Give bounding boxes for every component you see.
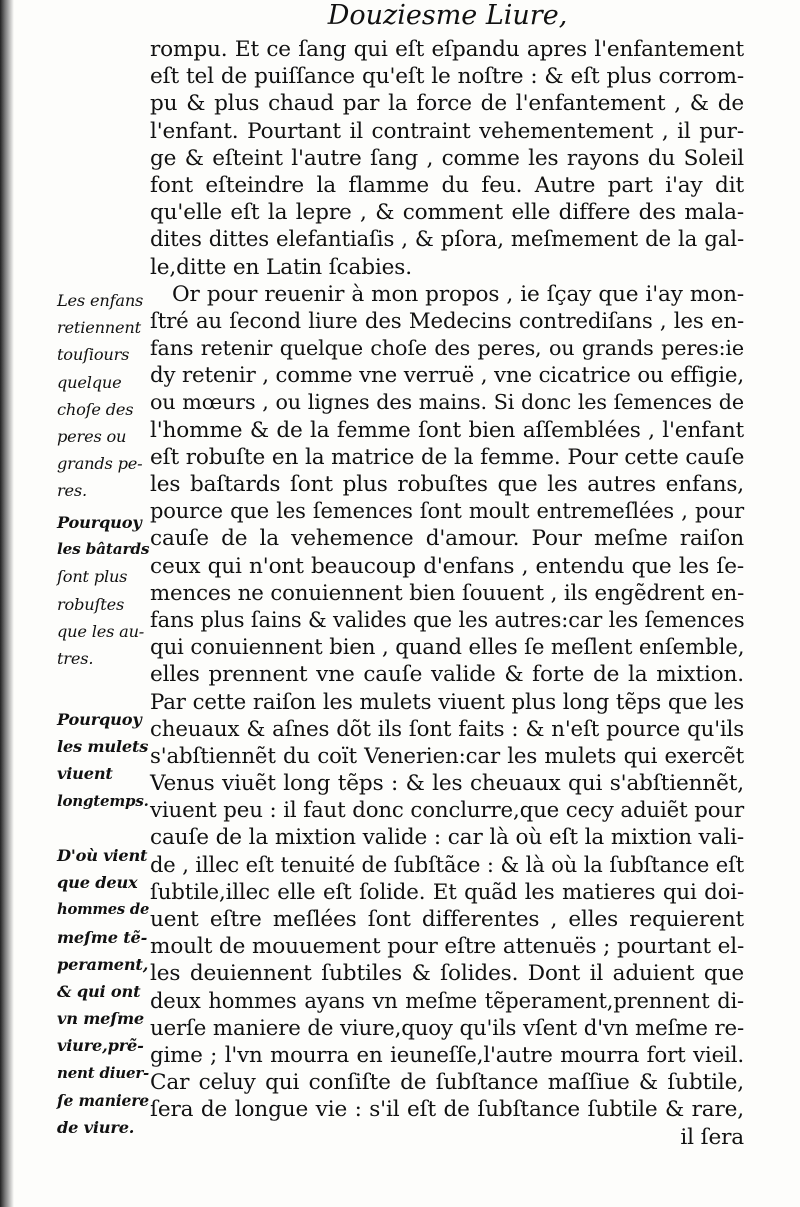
margin-note-line: viuent — [57, 764, 113, 784]
text-line: de , illec eſt tenuité de ſubſtãce : & là où la ſubſtance eſt — [150, 852, 744, 877]
margin-note-line: quelque — [57, 372, 122, 392]
margin-note-line: res. — [57, 481, 87, 501]
text-line: dy retenir , comme vne verruë , vne cicatrice ou effigie, — [150, 363, 744, 389]
margin-note-line: nent diuer- — [57, 1063, 150, 1082]
text-line: s'abſtiennẽt du coït Venerien:car les mulets qui exercẽt — [150, 743, 744, 769]
margin-note-line: viure,prẽ- — [57, 1036, 144, 1056]
margin-note-enfans — [57, 287, 149, 505]
text-line: elles prennent vne cauſe valide & forte de la mixtion. — [150, 662, 744, 688]
text-line: cheuaux & aſnes dõt ils ſont faits : & n'eſt pource qu'ils — [150, 716, 744, 742]
text-line: Venus viuẽt long tẽps : & les cheuaux qui s'abſtiennẽt, — [150, 771, 744, 797]
margin-note-line: les bâtards — [57, 540, 150, 559]
margin-note-line: Pourquoy — [57, 710, 142, 729]
text-line: ou mœurs , ou lignes des mains. Si donc les ſemences de — [150, 390, 744, 415]
text-line: deux hommes ayans vn meſme tẽperament,prennent di- — [150, 988, 744, 1013]
running-head: Douziesme Liure, — [327, 0, 568, 31]
text-line: les baſtards ſont plus robuſtes que les autres enfans, — [150, 472, 744, 497]
text-line: le,ditte en Latin ſcabies. — [150, 254, 412, 280]
margin-note-line: meſme tẽ- — [57, 927, 148, 947]
text-line: ſera de longue vie : s'il eſt de ſubſtance ſubtile & rare, — [150, 1097, 744, 1123]
text-line: viuent peu : il faut donc conclurre,que cecy aduiẽt pour — [150, 798, 744, 824]
text-line: qu'elle eſt la lepre , & comment elle differe des mala- — [150, 200, 744, 226]
catchword: il ſera — [680, 1124, 744, 1150]
text-line: eſt tel de puiſſance qu'eſt le noſtre : & eſt plus corrom- — [150, 64, 744, 90]
text-line: fans plus ſains & valides que les autres:car les ſemences — [150, 607, 745, 632]
text-line: ge & eſteint l'autre ſang , comme les rayons du Soleil — [150, 145, 744, 171]
margin-note-line: Pourquoy — [57, 513, 142, 532]
margin-note-line: D'où vient — [57, 846, 148, 865]
margin-note-line: touſiours — [57, 345, 130, 365]
margin-note-line: grands pe- — [57, 454, 143, 474]
text-line: ſubtile,illec elle eſt ſolide. Et quãd les matieres qui doi- — [150, 879, 744, 905]
margin-note-line: Les enfans — [57, 291, 144, 310]
main-text-column — [150, 36, 744, 1151]
text-line: fans retenir quelque choſe des peres, ou grands peres:ie — [150, 336, 744, 361]
text-line: cauſe de la mixtion valide : car là où eſt la mixtion vali- — [150, 825, 744, 851]
text-line: qui conuiennent bien , quand elles ſe meſlent enſemble, — [150, 635, 745, 661]
text-line: l'enfant. Pourtant il contraint vehementement , il pur- — [150, 118, 744, 144]
text-line: cauſe de la vehemence d'amour. Pour meſme raiſon — [150, 526, 744, 552]
margin-note-line: vn meſme — [57, 1009, 145, 1029]
margin-note-mulets — [57, 706, 149, 815]
margin-note-batards — [57, 509, 149, 672]
margin-note-line: robuſtes — [57, 594, 125, 614]
margin-note-line: ſont plus — [57, 567, 128, 587]
margin-note-line: longtemps. — [57, 791, 149, 810]
text-line: gime ; l'vn mourra en ieuneſſe,l'autre mourra fort vieil. — [150, 1042, 744, 1068]
margin-note-line: retiennent — [57, 318, 141, 338]
margin-note-line: que les au- — [57, 621, 145, 641]
margin-note-deux-hommes — [57, 842, 149, 1141]
text-line: pu & plus chaud par la force de l'enfantement , & de — [150, 91, 744, 117]
text-line: uent eſtre meſlées ſont differentes , elles requierent — [150, 907, 744, 932]
text-line: ſtré au ſecond liure des Medecins contrediſans , les en- — [150, 308, 744, 334]
margin-note-line: hommes de — [57, 901, 150, 919]
margin-note-line: & qui ont — [57, 981, 141, 1001]
text-line: moult de mouuement pour eſtre attenuës ; pourtant el- — [150, 934, 745, 960]
text-line: mences ne conuiennent bien ſouuent , ils engẽdrent en- — [150, 580, 745, 606]
margin-note-line: peres ou — [57, 426, 127, 446]
text-line: l'homme & de la femme ſont bien aſſemblées , l'enfant — [150, 417, 744, 443]
text-line: les deuiennent ſubtiles & ſolides. Dont il aduient que — [150, 961, 744, 987]
margin-note-line: ſe maniere — [57, 1090, 149, 1110]
text-line: font eſteindre la flamme du feu. Autre part i'ay dit — [150, 172, 744, 198]
text-line: dites dittes elefantiaſis , & pſora, meſmement de la gal- — [150, 227, 744, 253]
margin-note-line: tres. — [57, 648, 94, 668]
text-line: eſt robuſte en la matrice de la femme. Pour cette cauſe — [150, 444, 745, 470]
text-line: pource que les ſemences ſont moult entremeſlées , pour — [150, 499, 744, 524]
text-line: Par cette raiſon les mulets viuent plus long tẽps que les — [150, 689, 744, 715]
margin-note-line: de viure. — [57, 1117, 135, 1137]
margin-note-line: choſe des — [57, 399, 134, 419]
page-gutter-shadow — [0, 0, 14, 1207]
margin-note-line: que deux — [57, 873, 138, 893]
margin-note-line: les mulets — [57, 737, 149, 757]
text-line: ceux qui n'ont beaucoup d'enfans , entendu que les ſe- — [150, 553, 744, 579]
text-line: uerſe maniere de viure,quoy qu'ils vſent d'vn meſme re- — [150, 1015, 744, 1041]
text-line: Or pour reuenir à mon propos , ie ſçay que i'ay mon- — [172, 281, 744, 307]
margin-note-line: perament, — [57, 954, 149, 974]
text-line: Car celuy qui conſiſte de ſubſtance maſſiue & ſubtile, — [150, 1070, 744, 1096]
text-line: rompu. Et ce ſang qui eſt eſpandu apres l'enfantement — [150, 37, 744, 62]
